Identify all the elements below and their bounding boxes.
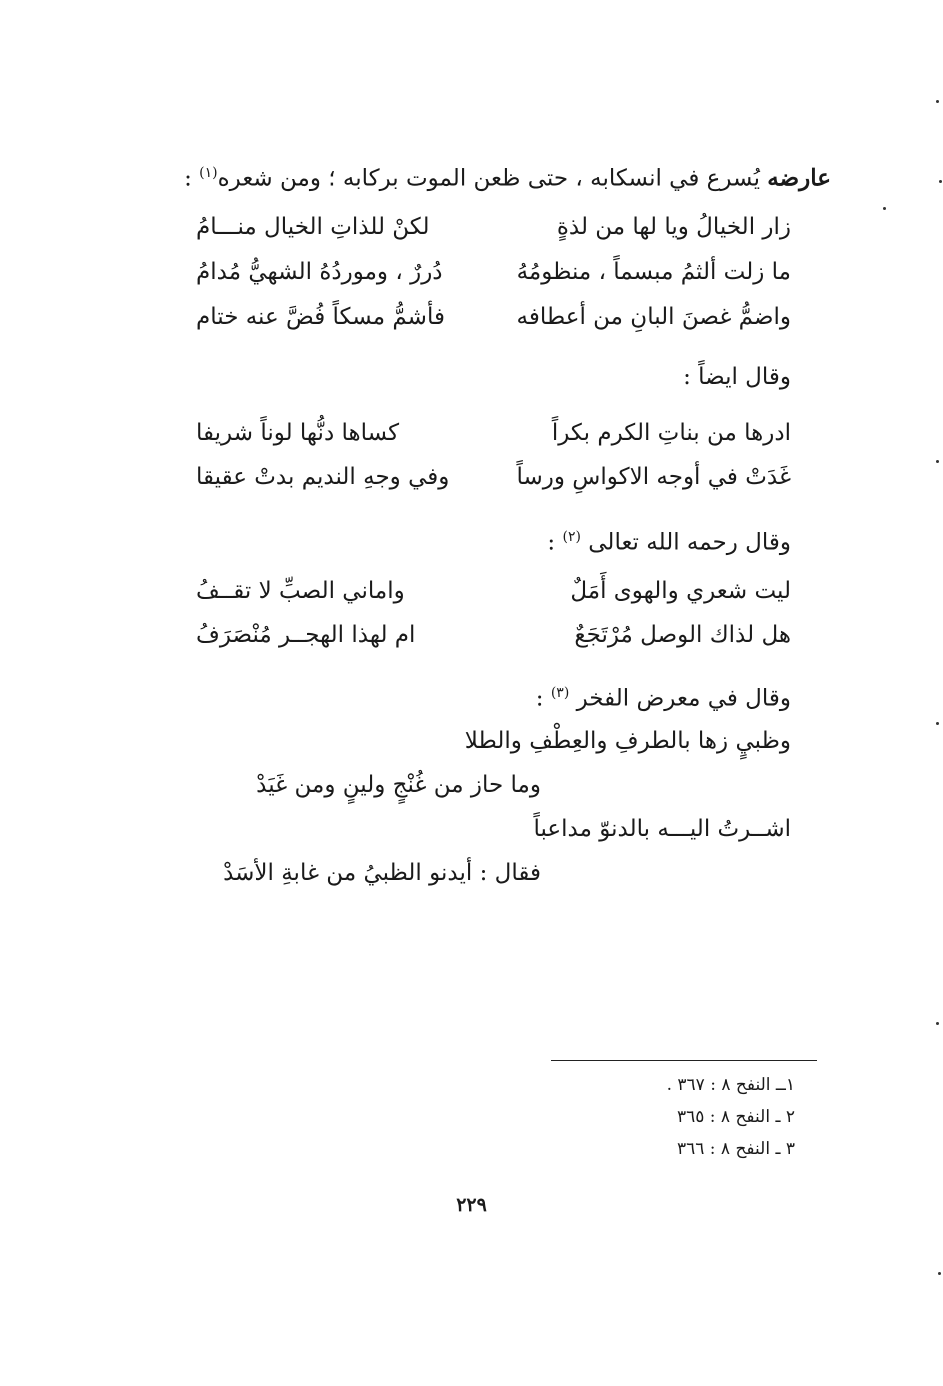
verse-second-hemistich: واماني الصبِّ لا تقــفُ — [196, 578, 405, 604]
heading-4-colon: : — [535, 685, 551, 712]
verse-second-hemistich: فأشمُّ مسكاً فُضَّ عنه ختام — [196, 304, 445, 330]
verse-first-hemistich: ادرها من بناتِ الكرم بكراً — [551, 420, 791, 446]
scan-mark — [883, 207, 886, 210]
footnote-2: ٢ ـ النفح ٨ : ٣٦٥ — [676, 1107, 795, 1127]
heading-3-text: وقال رحمه الله تعالى — [588, 529, 791, 556]
intro-bold-word: عارضه — [767, 164, 831, 192]
verse-second-hemistich: وفي وجهِ النديم بدتْ عقيقا — [196, 464, 450, 490]
verse-first-hemistich: غَدَتْ في أوجه الاكواسِ ورساً — [516, 464, 791, 490]
footnote-ref-3: (٣) — [550, 685, 570, 701]
footnote-divider — [551, 1060, 817, 1061]
verse-second-hemistich: لكنْ للذاتِ الخيال منـــامُ — [196, 214, 430, 240]
verse-line: فقال : أيدنو الظبيُ من غابةِ الأسَدْ — [223, 860, 541, 886]
verse-line — [196, 212, 791, 242]
verse-line — [196, 302, 791, 332]
section-heading-3 — [547, 522, 791, 558]
verse-first-hemistich: واضمُّ غصنَ البانِ من أعطافه — [516, 304, 791, 330]
footnote-ref-2: (٢) — [562, 529, 581, 545]
verse-line — [196, 462, 791, 492]
scan-mark — [936, 1022, 939, 1025]
verse-line: اشــرتُ اليـــه بالدنوّ مداعباً — [533, 816, 791, 842]
intro-colon: : — [184, 165, 200, 192]
verse-line — [196, 620, 791, 650]
verse-second-hemistich: كساها دنُّها لوناً شريفا — [196, 420, 400, 446]
verse-line — [196, 576, 791, 606]
heading-4-text: وقال في معرض الفخر — [576, 685, 791, 712]
footnote-ref-1: (١) — [199, 165, 218, 181]
scan-mark — [938, 1272, 941, 1275]
scan-mark — [936, 100, 939, 103]
verse-line: وما حاز من غُنْجٍ ولينٍ ومن غَيَدْ — [256, 772, 541, 798]
scan-mark — [936, 722, 939, 725]
verse-second-hemistich: دُررٌ ، وموردُهُ الشهيُّ مُدامُ — [196, 259, 443, 285]
footnote-1: ١ــ النفح ٨ : ٣٦٧ . — [666, 1075, 795, 1095]
intro-text: يُسرع في انسكابه ، حتى ظعن الموت بركابه ؛ ومن شعره — [217, 165, 768, 192]
scan-mark — [939, 180, 942, 183]
verse-second-hemistich: ام لهذا الهجــر مُنْصَرَفُ — [196, 622, 416, 648]
verse-line: وظبيٍ زها بالطرفِ والعِطْفِ والطلا — [464, 728, 791, 754]
verse-first-hemistich: ما زلت ألثمُ مبسماً ، منظومُهُ — [516, 259, 791, 285]
section-heading-4 — [536, 678, 791, 714]
scan-mark — [936, 460, 939, 463]
verse-first-hemistich: هل لذاك الوصل مُرْتَجَعٌ — [574, 622, 791, 648]
verse-line — [196, 418, 791, 448]
verse-first-hemistich: ليت شعري والهوى أَمَلٌ — [570, 578, 791, 604]
page-number: ٢٢٩ — [456, 1194, 487, 1216]
footnote-3: ٣ ـ النفح ٨ : ٣٦٦ — [676, 1139, 795, 1159]
verse-first-hemistich: زار الخيالُ ويا لها من لذةٍ — [556, 214, 791, 240]
verse-line — [196, 257, 791, 287]
section-heading-2: وقال ايضاً : — [683, 364, 791, 390]
intro-paragraph — [184, 158, 831, 194]
heading-3-colon: : — [547, 529, 563, 556]
